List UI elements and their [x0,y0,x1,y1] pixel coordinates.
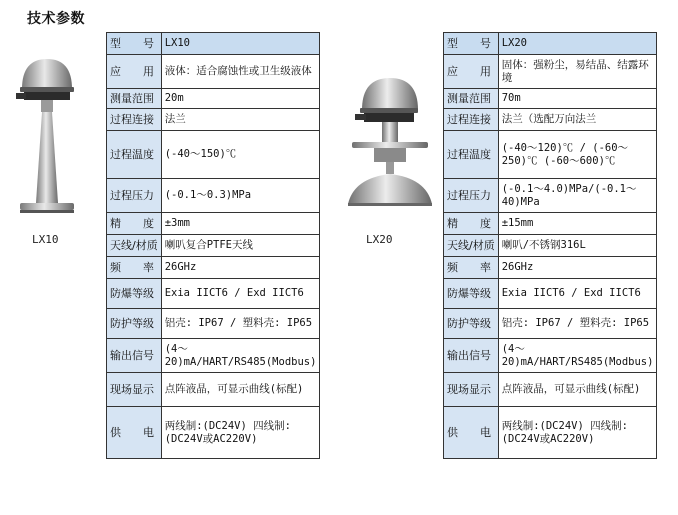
spec-row [107,373,320,407]
spec-row [444,279,657,309]
spec-value: (-40～120)℃ / (-60～250)℃ (-60～600)℃ [498,131,657,179]
spec-value: 铝壳: IP67 / 塑料壳: IP65 [498,309,657,339]
spec-key: 型 号 [444,33,499,55]
lx20-spec-rows [444,33,657,459]
spec-value: 铝壳: IP67 / 塑料壳: IP65 [161,309,320,339]
spec-value: (-40～150)℃ [161,131,320,179]
spec-row [107,257,320,279]
spec-row [107,179,320,213]
spec-value: 点阵液晶，可显示曲线(标配) [498,373,657,407]
spec-value: (-0.1～0.3)MPa [161,179,320,213]
spec-row [444,33,657,55]
spec-value: (4～20)mA/HART/RS485(Modbus) [161,339,320,373]
spec-key: 过程温度 [444,131,499,179]
spec-value: 点阵液晶，可显示曲线(标配) [161,373,320,407]
spec-key: 供 电 [107,407,162,459]
spec-key: 天线/材质 [107,235,162,257]
spec-key: 天线/材质 [444,235,499,257]
spec-value: 液体：适合腐蚀性或卫生级液体 [161,55,320,89]
spec-key: 测量范围 [444,89,499,109]
spec-value: 70m [498,89,657,109]
spec-key: 防护等级 [107,309,162,339]
spec-value: 固体：强粉尘，易结晶、结露环境 [498,55,657,89]
spec-key: 输出信号 [107,339,162,373]
lx20-caption: LX20 [366,233,393,246]
spec-row [444,131,657,179]
spec-key: 过程压力 [107,179,162,213]
spec-row [444,179,657,213]
spec-row [444,373,657,407]
spec-row [444,55,657,89]
spec-row [444,309,657,339]
spec-row [107,131,320,179]
spec-value: LX10 [161,33,320,55]
spec-key: 测量范围 [107,89,162,109]
spec-value: ±15mm [498,213,657,235]
spec-key: 现场显示 [444,373,499,407]
spec-key: 供 电 [444,407,499,459]
spec-row [444,109,657,131]
spec-value: (4～20)mA/HART/RS485(Modbus) [498,339,657,373]
spec-row [107,309,320,339]
spec-key: 频 率 [444,257,499,279]
spec-row [107,33,320,55]
spec-row [444,235,657,257]
spec-row [444,213,657,235]
spec-value: 两线制:(DC24V) 四线制:(DC24V或AC220V) [498,407,657,459]
spec-key: 精 度 [444,213,499,235]
spec-key: 过程连接 [107,109,162,131]
spec-value: Exia IICT6 / Exd IICT6 [161,279,320,309]
spec-value: 26GHz [161,257,320,279]
lx10-spec-table [106,32,320,459]
spec-value: (-0.1～4.0)MPa/(-0.1～40)MPa [498,179,657,213]
spec-value: 26GHz [498,257,657,279]
lx20-product-image [344,76,436,216]
spec-value: 法兰（选配万向法兰 [498,109,657,131]
spec-key: 防护等级 [444,309,499,339]
spec-key: 应 用 [107,55,162,89]
spec-value: Exia IICT6 / Exd IICT6 [498,279,657,309]
spec-row [444,89,657,109]
lx10-spec-rows [107,33,320,459]
spec-value: 喇叭复合PTFE天线 [161,235,320,257]
spec-key: 防爆等级 [444,279,499,309]
lx20-spec-table [443,32,657,459]
spec-key: 频 率 [107,257,162,279]
spec-key: 输出信号 [444,339,499,373]
spec-key: 防爆等级 [107,279,162,309]
spec-row [107,109,320,131]
spec-value: LX20 [498,33,657,55]
page-heading: 技术参数 [27,11,85,27]
spec-row [107,279,320,309]
spec-row [107,339,320,373]
spec-key: 过程温度 [107,131,162,179]
spec-value: ±3mm [161,213,320,235]
spec-key: 应 用 [444,55,499,89]
spec-row [107,55,320,89]
spec-row [444,407,657,459]
spec-value: 法兰 [161,109,320,131]
spec-row [444,257,657,279]
lx10-caption: LX10 [32,233,59,246]
spec-value: 两线制:(DC24V) 四线制:(DC24V或AC220V) [161,407,320,459]
spec-key: 现场显示 [107,373,162,407]
spec-key: 精 度 [107,213,162,235]
spec-key: 过程压力 [444,179,499,213]
spec-row [107,213,320,235]
spec-value: 20m [161,89,320,109]
spec-row [444,339,657,373]
spec-key: 过程连接 [444,109,499,131]
spec-key: 型 号 [107,33,162,55]
spec-value: 喇叭/不锈钢316L [498,235,657,257]
spec-row [107,235,320,257]
lx10-product-image [14,55,80,225]
spec-row [107,89,320,109]
spec-row [107,407,320,459]
